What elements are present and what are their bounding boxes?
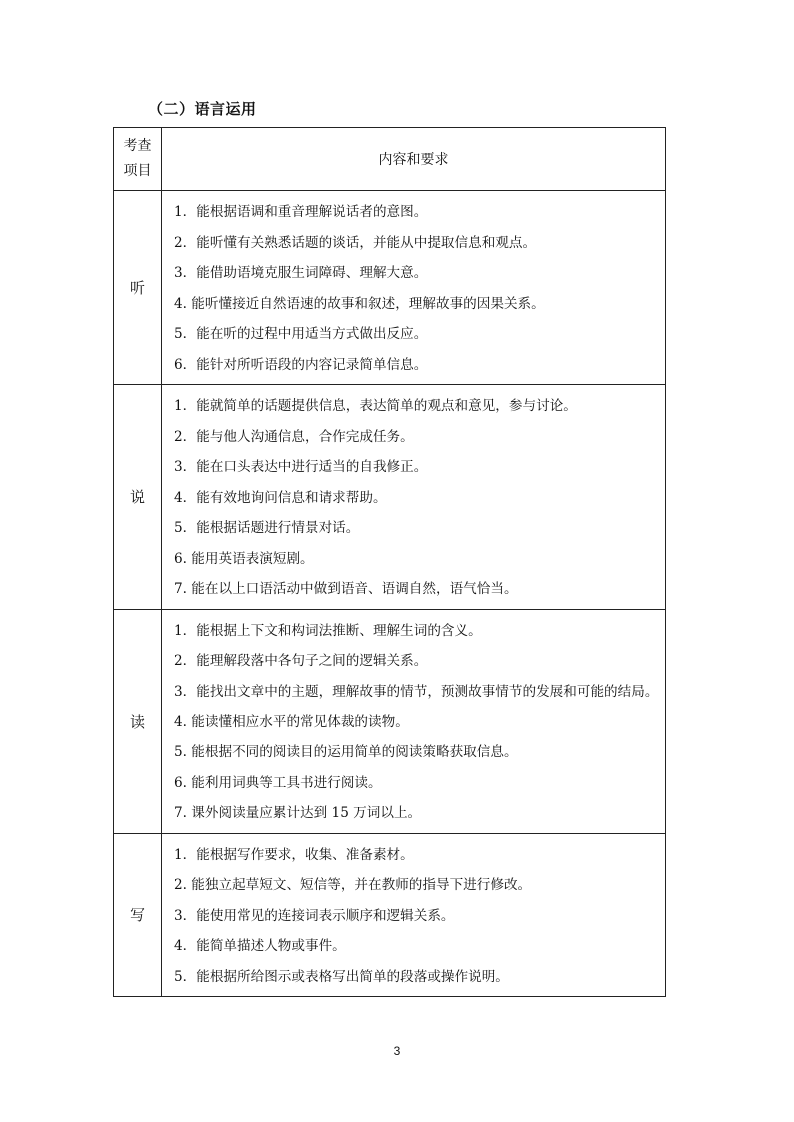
list-item: 1．能根据写作要求，收集、准备素材。	[174, 846, 414, 863]
list-item: 4．能简单描述人物或事件。	[174, 938, 346, 954]
header-category-cell	[114, 128, 162, 191]
list-item: 7. 能在以上口语活动中做到语音、语调自然，语气恰当。	[174, 581, 518, 597]
list-item: 6．能针对所听语段的内容记录简单信息。	[174, 356, 428, 373]
category-reading: 读	[114, 609, 162, 833]
table-row-listening	[114, 191, 666, 385]
items-listening	[162, 191, 666, 385]
section-title: （二）语言运用	[148, 100, 257, 118]
list-item: 4. 能听懂接近自然语速的故事和叙述，理解故事的因果关系。	[174, 295, 545, 312]
category-writing: 写	[114, 833, 162, 997]
category-listening: 听	[114, 191, 162, 385]
list-item: 5．能在听的过程中用适当方式做出反应。	[174, 326, 428, 342]
items-writing	[162, 833, 666, 997]
table-row-reading	[114, 609, 666, 833]
list-item: 4．能有效地询问信息和请求帮助。	[174, 489, 387, 506]
list-item: 3．能在口头表达中进行适当的自我修正。	[174, 459, 428, 475]
items-speaking	[162, 385, 666, 610]
list-item: 3．能找出文章中的主题，理解故事的情节，预测故事情节的发展和可能的结局。	[174, 683, 659, 700]
list-item: 7. 课外阅读量应累计达到 15 万词以上。	[174, 805, 422, 821]
list-item: 5. 能根据不同的阅读目的运用简单的阅读策略获取信息。	[174, 744, 518, 760]
list-item: 4. 能读懂相应水平的常见体裁的读物。	[174, 713, 409, 730]
list-item: 6. 能用英语表演短剧。	[174, 550, 314, 567]
table-row-writing	[114, 833, 666, 997]
page-number: 3	[393, 1044, 401, 1058]
list-item: 1．能就简单的话题提供信息，表达简单的观点和意见，参与讨论。	[174, 398, 577, 414]
table-header-row	[114, 128, 666, 191]
list-item: 2. 能独立起草短文、短信等，并在教师的指导下进行修改。	[174, 877, 532, 893]
list-item: 1．能根据上下文和构词法推断、理解生词的含义。	[174, 622, 482, 639]
category-speaking: 说	[114, 385, 162, 610]
list-item: 3．能借助语境克服生词障碍、理解大意。	[174, 265, 428, 281]
table-row-speaking	[114, 385, 666, 610]
list-item: 5．能根据话题进行情景对话。	[174, 520, 360, 536]
list-item: 6. 能利用词典等工具书进行阅读。	[174, 774, 382, 791]
requirements-table	[113, 127, 666, 997]
list-item: 2．能听懂有关熟悉话题的谈话，并能从中提取信息和观点。	[174, 234, 537, 251]
list-item: 5．能根据所给图示或表格写出简单的段落或操作说明。	[174, 968, 509, 985]
list-item: 2．能与他人沟通信息，合作完成任务。	[174, 428, 414, 445]
header-content-cell: 内容和要求	[162, 128, 666, 191]
header-category-line1: 考查	[123, 138, 152, 154]
list-item: 1．能根据语调和重音理解说话者的意图。	[174, 204, 428, 220]
items-reading	[162, 609, 666, 833]
list-item: 3．能使用常见的连接词表示顺序和逻辑关系。	[174, 907, 455, 924]
header-category-line2: 项目	[123, 163, 152, 179]
list-item: 2．能理解段落中各句子之间的逻辑关系。	[174, 653, 428, 669]
